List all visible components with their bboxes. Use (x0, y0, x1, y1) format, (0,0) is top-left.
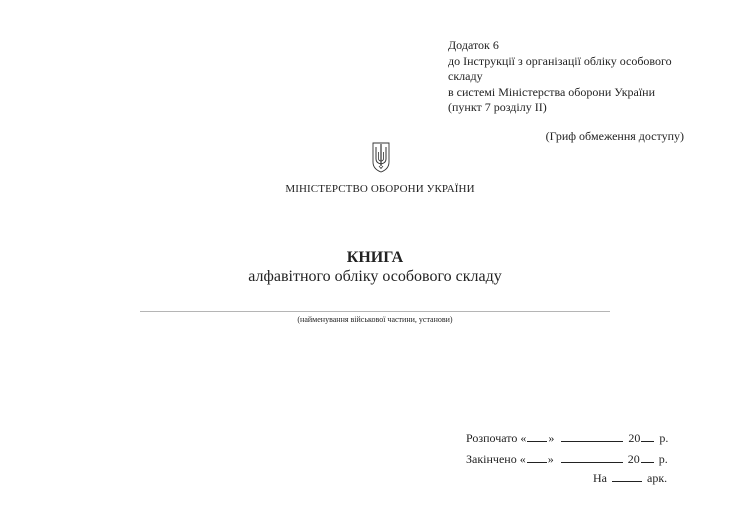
sheets-label: На (593, 471, 607, 485)
finished-year-field[interactable] (641, 452, 654, 463)
finished-month-field[interactable] (561, 452, 623, 463)
started-quote-close: » (548, 431, 555, 445)
appendix-line-2: до Інструкції з організації обліку особового (448, 53, 672, 68)
finished-year-prefix: 20 (627, 452, 640, 466)
appendix-line-5: (пункт 7 розділу ІІ) (448, 100, 547, 114)
finished-year-suffix: р. (658, 452, 668, 466)
unit-name-field[interactable] (140, 311, 610, 312)
started-date-row (466, 431, 668, 446)
started-year-field[interactable] (641, 431, 654, 442)
appendix-line-1: Додаток 6 (448, 38, 499, 52)
sheets-count-row (593, 471, 667, 486)
started-day-field[interactable] (527, 431, 547, 442)
finished-date-row (466, 452, 668, 467)
finished-quote-close: » (547, 452, 554, 466)
appendix-line-4: в системі Міністерства оборони України (448, 84, 656, 99)
trident-emblem-icon (370, 140, 392, 174)
appendix-line-3: складу (448, 69, 483, 83)
finished-day-field[interactable] (527, 452, 547, 463)
access-restriction-stamp: (Гриф обмеження доступу) (545, 129, 684, 143)
sheets-count-field[interactable] (612, 471, 642, 482)
started-label: Розпочато « (466, 431, 527, 445)
sheets-suffix: арк. (647, 471, 668, 485)
started-month-field[interactable] (561, 431, 623, 442)
started-year-prefix: 20 (628, 431, 641, 445)
appendix-note (448, 38, 708, 116)
finished-label: Закінчено « (466, 452, 526, 466)
started-year-suffix: р. (659, 431, 669, 445)
book-title: КНИГА (346, 249, 404, 266)
unit-name-caption: (найменування військової частини, установи) (297, 315, 453, 324)
ministry-name: МІНІСТЕРСТВО ОБОРОНИ УКРАЇНИ (285, 183, 475, 195)
book-subtitle: алфавітного обліку особового складу (248, 268, 502, 285)
